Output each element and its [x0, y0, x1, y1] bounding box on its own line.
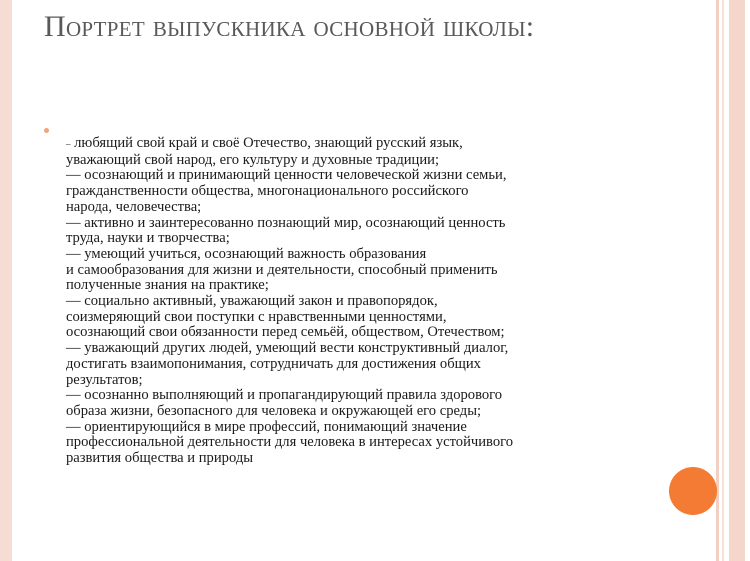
body-line: развития общества и природы — [66, 450, 254, 467]
body-line: результатов; — [66, 371, 143, 388]
bullet-dot-icon — [44, 128, 49, 133]
body-line: труда, науки и творчества; — [66, 230, 230, 247]
slide-title: Портрет выпускника основной школы: — [44, 10, 535, 43]
body-line — [66, 136, 686, 153]
right-decorative-stripe-1 — [716, 0, 719, 561]
orange-circle-decoration — [669, 467, 717, 515]
body-line: — уважающий других людей, умеющий вести конструктивный диалог, — [66, 340, 509, 357]
right-decorative-stripe-3 — [729, 0, 745, 561]
body-line: — социально активный, уважающий закон и правопорядок, — [66, 293, 438, 310]
body-line: гражданственности общества, многонационального российского — [66, 183, 469, 200]
body-line: — осознанно выполняющий и пропагандирующий правила здорового — [66, 387, 503, 404]
body-line: — активно и заинтересованно познающий мир, осознающий ценность — [66, 214, 506, 231]
body-line: полученные знания на практике; — [66, 277, 269, 294]
body-line: — умеющий учиться, осознающий важность образования — [66, 245, 427, 262]
first-line-text: любящий свой край и своё Отечество, знающий русский язык, — [70, 135, 463, 151]
body-line: народа, человечества; — [66, 198, 202, 215]
body-line: соизмеряющий свои поступки с нравственными ценностями, — [66, 308, 447, 325]
body-line: — ориентирующийся в мире профессий, понимающий значение — [66, 418, 467, 435]
body-line: достигать взаимопонимания, сотрудничать для достижения общих — [66, 355, 481, 372]
left-decorative-stripe — [0, 0, 12, 561]
body-line: и самообразования для жизни и деятельности, способный применить — [66, 261, 498, 278]
body-line: профессиональной деятельности для человека в интересах устойчивого — [66, 434, 514, 451]
slide-body-text — [66, 136, 686, 467]
body-line: — осознающий и принимающий ценности человеческой жизни семьи, — [66, 167, 507, 184]
body-line: осознающий свои обязанности перед семьёй, обществом, Отечеством; — [66, 324, 505, 341]
body-line: образа жизни, безопасного для человека и окружающей его среды; — [66, 402, 482, 419]
body-line: уважающий свой народ, его культуру и духовные традиции; — [66, 151, 440, 168]
small-dash: – — [66, 139, 71, 149]
right-decorative-stripe-2 — [722, 0, 724, 561]
